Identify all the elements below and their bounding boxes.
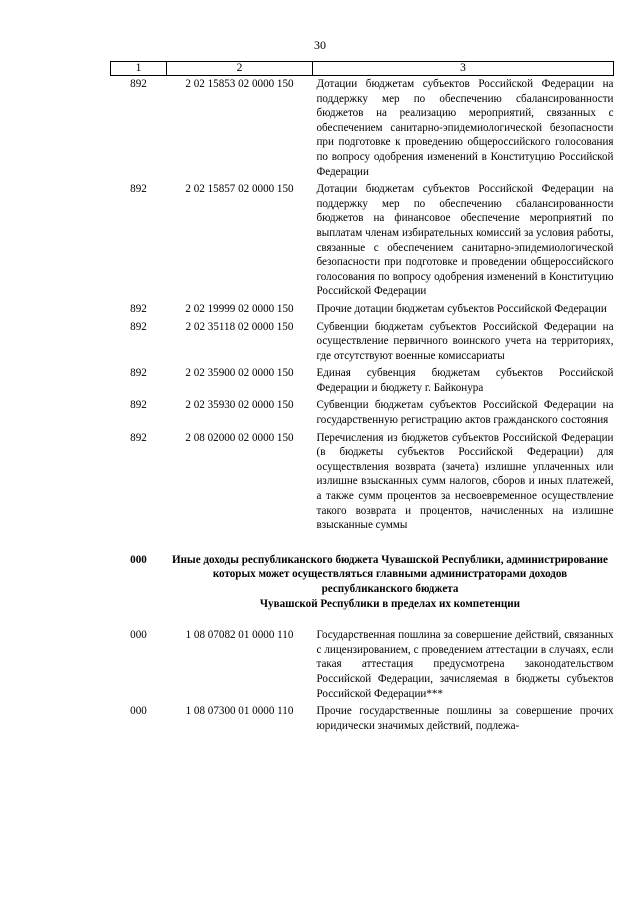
section-admin-code: 000 <box>130 553 147 566</box>
description-cell: Перечисления из бюджетов субъектов Российской Федерации (в бюджеты субъектов Российской Федерации) для осуществления возврата (зачета) излишне уплаченных или излишне взысканных сумм налогов, сборов и иных платежей, а также сумм процентов за несвоевременное осуществление такого возврата и процентов, начисленных на излишне взысканные суммы <box>316 431 614 532</box>
admin-code-cell: 892 <box>130 367 147 380</box>
admin-code-cell: 892 <box>130 320 147 333</box>
admin-code-cell: 892 <box>130 78 147 90</box>
description-cell: Прочие государственные пошлины за совершение прочих юридически значимых действий, подлежа- <box>316 705 614 732</box>
page-number: 30 <box>314 38 326 52</box>
column-header-3: 3 <box>313 62 614 76</box>
column-header-1: 1 <box>111 62 167 76</box>
kbk-code-cell: 2 02 35900 02 0000 150 <box>185 367 294 380</box>
admin-code-cell: 892 <box>130 183 147 196</box>
column-header-2: 2 <box>167 62 313 76</box>
kbk-code-cell: 2 02 35930 02 0000 150 <box>185 399 294 412</box>
description-cell: Субвенции бюджетам субъектов Российской Федерации на осуществление первичного воинского учета на территориях, где отсутствуют военные комиссариаты <box>316 320 614 362</box>
table-row <box>111 301 614 319</box>
table-row <box>111 397 614 429</box>
table-row <box>111 319 614 366</box>
table-row <box>111 703 614 735</box>
kbk-code-cell: 2 02 35118 02 0000 150 <box>185 320 294 333</box>
table-row <box>111 365 614 397</box>
description-cell: Прочие дотации бюджетам субъектов Российской Федерации <box>316 302 607 315</box>
table-row <box>111 76 614 182</box>
section-title: Иные доходы республиканского бюджета Чувашской Республики, администрирование которых может осуществляться главными администраторами доходов республиканского бюджета Чувашской Республики в пределах их компетенции <box>172 553 608 610</box>
kbk-code-cell: 1 08 07082 01 0000 110 <box>185 629 294 642</box>
kbk-code-cell: 2 08 02000 02 0000 150 <box>185 431 294 444</box>
table-row <box>111 627 614 703</box>
description-cell: Субвенции бюджетам субъектов Российской Федерации на государственную регистрацию актов гражданского состояния <box>316 399 614 427</box>
kbk-code-cell: 2 02 15857 02 0000 150 <box>185 183 294 196</box>
table-row <box>111 430 614 535</box>
description-cell: Государственная пошлина за совершение действий, связанных с лицензированием, с проведением аттестации в случаях, если такая аттестация предусмотрена законодательством Российской Федерации, зачисляемая в бюджеты субъектов Российской Федерации*** <box>316 629 614 700</box>
admin-code-cell: 000 <box>130 705 147 718</box>
section-header-row <box>111 535 614 627</box>
table-row <box>111 181 614 301</box>
description-cell: Дотации бюджетам субъектов Российской Федерации на поддержку мер по обеспечению сбалансированности бюджетов на финансовое обеспечение мероприятий по выплатам членам избирательных комиссий за условия работы, связанные с обеспечением санитарно-эпидемиологической безопасности при подготовке и проведении общероссийского голосования по вопросу одобрения изменений в Конституцию Российской Федерации <box>316 183 614 298</box>
admin-code-cell: 892 <box>130 431 147 444</box>
admin-code-cell: 000 <box>130 629 147 642</box>
revenue-classification-table <box>110 61 614 735</box>
admin-code-cell: 892 <box>130 399 147 412</box>
description-cell: Единая субвенция бюджетам субъектов Российской Федерации и бюджету г. Байконура <box>316 367 614 394</box>
admin-code-cell: 892 <box>130 302 147 315</box>
kbk-code-cell: 2 02 15853 02 0000 150 <box>185 78 294 90</box>
kbk-code-cell: 2 02 19999 02 0000 150 <box>185 302 294 315</box>
description-cell: Дотации бюджетам субъектов Российской Федерации на поддержку мер по обеспечению сбалансированности бюджетов на реализацию мероприятий, связанных с обеспечением санитарно-эпидемиологической безопасности при подготовке к проведению общероссийского голосования по вопросу одобрения изменений в Конституцию Российской Федерации <box>316 78 614 178</box>
kbk-code-cell: 1 08 07300 01 0000 110 <box>185 705 294 718</box>
table-header-row <box>111 62 614 76</box>
